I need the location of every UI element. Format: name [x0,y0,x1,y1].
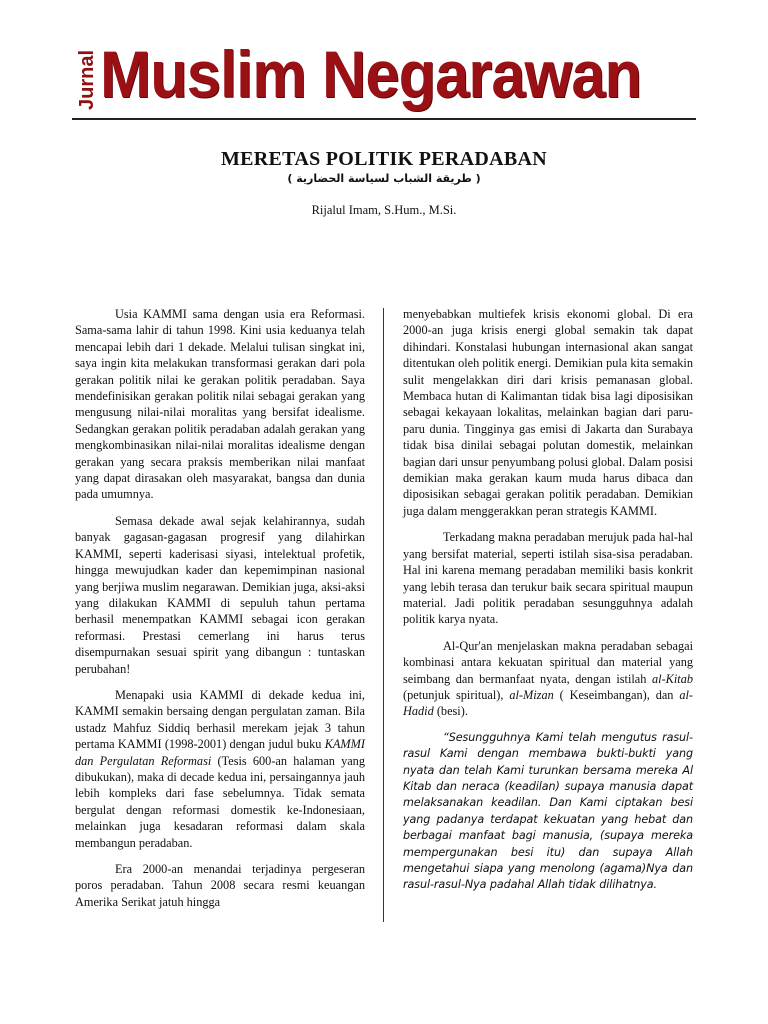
article-author: Rijalul Imam, S.Hum., M.Si. [311,203,457,217]
column-divider [383,308,384,922]
masthead-title: Muslim Negarawan [100,37,642,111]
term-al-hadid: al-Hadid [403,687,693,719]
book-title: KAMMI dan Pergulatan Reformasi [75,737,365,768]
quran-quote: “Sesungguhnya Kami telah mengutus rasul-rasul Kami dengan membawa bukti-bukti yang nyata dan telah Kami turunkan bersama mereka Al Kitab dan neraca (keadilan) supaya manusia dapat melaksanakan keadilan. Dan Kami ciptakan besi yang padanya terdapat kekuatan yang hebat dan berbagai manfaat bagi manusia, (supaya mereka mempergunakan besi itu) dan supaya Allah mengetahui siapa yang menolong (agama)Nya dan rasul-rasul-Nya padahal Allah tidak dilihatnya. [403,730,693,892]
paragraph: Semasa dekade awal sejak kelahirannya, sudah banyak gagasan-gagasan progresif yang dilahirkan KAMMI, seperti kaderisasi siyasi, intelektual profetik, hingga mewujudkan kader dan kepemimpinan nasional yang berjiwa muslim negarawan. Demikian juga, aksi-aksi yang dilakukan KAMMI di sepuluh tahun pertama berhasil menempatkan KAMMI sebagai icon gerakan reformasi. Prestasi cemerlang ini harus terus disempurnakan sesuai spirit yang dibangun : tuntaskan perubahan! [75,513,365,676]
article-title: MERETAS POLITIK PERADABAN [220,148,548,170]
paragraph: menyebabkan multiefek krisis ekonomi global. Di era 2000-an juga krisis energi global semakin tak dapat dihindari. Konstalasi hubungan internasional akan sangat ditentukan oleh politik energi. Demikian pula kita semakin sulit mengelakkan diri dari krisis pemanasan global. Membaca hutan di Kalimantan tidak bisa lagi diposisikan sebagai kekayaan lokalitas, melainkan bagian dari paru-paru dunia. Tingginya gas emisi di Jakarta dan Surabaya tidak bisa dinilai sebagai polutan domestik, melainkan bagian dari unsur penyumbang polusi global. Dalam posisi demikian maka gerakan kaum muda harus dibaca dan diposisikan sebagai gerakan politik peradaban. Demikian juga dalam menggerakkan peran strategis KAMMI. [403,307,693,518]
term-al-kitab: al-Kitab [652,671,693,686]
masthead [72,38,696,118]
paragraph-text: Menapaki usia KAMMI di dekade kedua ini, KAMMI semakin bersaing dengan pergulatan zaman. Bila ustadz Mahfuz Siddiq berhasil merekam jejak 3 tahun pertama KAMMI (1998-2001) dengan judul buku [75,687,365,752]
paragraph [75,687,365,851]
paragraph: Terkadang makna peradaban merujuk pada hal-hal yang bersifat material, seperti istilah sisa-sisa peradaban. Hal ini karena memang peradaban memiliki basis konkrit yang lebih terasa dan terukur baik secara spiritual maupun material. Jadi politik peradaban sesungguhnya adalah politik karya nyata. [403,530,693,627]
masthead-jurnal-label: Jurnal [76,49,98,111]
left-column [75,306,365,920]
paragraph [403,638,693,720]
paragraph: Usia KAMMI sama dengan usia era Reformasi. Sama-sama lahir di tahun 1998. Kini usia keduanya telah mencapai lebih dari 1 dekade. Melalui tulisan singkat ini, saya ingin kita melakukan transformasi gerakan dari pola gerakan politik nilai ke gerakan politik peradaban. Saya mendefinisikan gerakan politik nilai sebagai gerakan yang mengusung nilai-nilai moralitas yang bersifat idealisme. Sedangkan gerakan politik peradaban adalah gerakan yang mengkombinasikan nilai-nilai moralitas idealisme dengan gerakan yang secara praksis memberikan nilai manfaat yang dapat dirasakan oleh masyarakat, bangsa dan dunia pada umumnya. [75,307,365,502]
article-arabic-subtitle: ( طريقة الشباب لسياسة الحضارية ) [287,172,481,185]
paragraph-text: (petunjuk spiritual), [403,687,510,702]
paragraph-text: Al-Qur'an menjelaskan makna peradaban sebagai kombinasi antara kekuatan spiritual dan material yang seimbang dan bermanfaat nyata, dengan istilah [403,638,693,686]
paragraph-text: (besi). [433,704,468,719]
right-column [403,306,693,904]
term-al-mizan: al-Mizan [509,687,554,702]
paragraph: Era 2000-an menandai terjadinya pergeseran poros peradaban. Tahun 2008 secara resmi keuangan Amerika Serikat jatuh hingga [75,862,365,909]
paragraph-text: (Tesis 600-an halaman yang dibukukan), maka di decade kedua ini, persaingannya jauh lebih kompleks dari fase sebelumnya. Tidak semata bergulat dengan reformasi domestik ke-Indonesiaan, melainkan juga kesadaran reformasi dalam skala membangun peradaban. [75,753,365,850]
masthead-divider [72,118,696,120]
paragraph-text: ( Keseimbangan), dan [553,687,680,702]
